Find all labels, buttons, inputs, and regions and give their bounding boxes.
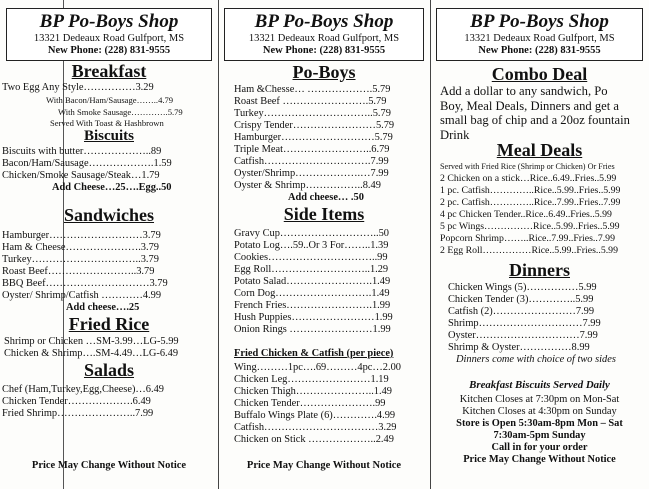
- price-notice: Price May Change Without Notice: [246, 460, 402, 471]
- shop-header: [6, 8, 212, 61]
- menu-note: Add cheese… .50: [288, 192, 364, 203]
- price-notice: Price May Change Without Notice: [463, 454, 616, 465]
- shop-address: 13321 Dedeaux Road Gulfport, MS: [464, 33, 615, 44]
- fried-rice-title: Fried Rice: [68, 314, 150, 334]
- menu-item: Shrimp or Chicken …SM-3.99…LG-5.99: [4, 336, 179, 347]
- menu-item: Ham & Cheese………………….3.79: [2, 242, 159, 253]
- menu-item: Chicken on Stick ………………..2.49: [234, 434, 394, 445]
- price-notice: Price May Change Without Notice: [31, 460, 187, 471]
- menu-item: With Smoke Sausage………….5.79: [58, 107, 183, 117]
- menu-item: Roast Beef……………………..3.79: [2, 266, 155, 277]
- menu-note: Add Cheese…25….Egg..50: [52, 182, 172, 193]
- menu-item: Chicken Tender……………….6.49: [2, 396, 151, 407]
- menu-item: Hamburger………………………3.79: [2, 230, 161, 241]
- menu-item: Potato Salad…………………….1.49: [234, 276, 391, 287]
- menu-item: Chicken & Shrimp….SM-4.49…LG-6.49: [4, 348, 179, 359]
- menu-item: Oyster/Shrimp……………….…7.99: [234, 168, 389, 179]
- shop-name: BP Po-Boys Shop: [39, 11, 179, 32]
- menu-item: 4 pc Chicken Tender..Rice..6.49..Fries..5.99: [440, 209, 612, 220]
- menu-item: Potato Log….59..Or 3 For……..1.39: [234, 240, 389, 251]
- menu-item: Chicken Thigh…………………..1.49: [234, 386, 392, 397]
- menu-item: Crispy Tender……………………5.79: [234, 120, 395, 131]
- menu-item: Chicken Leg……………………1.19: [234, 374, 389, 385]
- menu-item: Triple Meat……………………..6.79: [234, 144, 390, 155]
- menu-item: Onion Rings ……………………1.99: [234, 324, 391, 335]
- menu-item: Roast Beef …………………….5.79: [234, 96, 387, 107]
- meal-deals-title: Meal Deals: [496, 140, 583, 160]
- menu-item: 2 pc. Catfish…………..Rice..7.99..Fries..7.99: [440, 197, 621, 208]
- menu-item: Buffalo Wings Plate (6)………….4.99: [234, 410, 396, 421]
- menu-item: Biscuits with butter………………..89: [2, 146, 162, 157]
- menu-item: Corn Dog……………………….1.49: [234, 288, 390, 299]
- menu-item: Chicken Tender (3)…………..5.99: [448, 294, 594, 305]
- hours-line: Kitchen Closes at 4:30pm on Sunday: [462, 406, 617, 417]
- hours-line: Store is Open 5:30am-8pm Mon – Sat: [456, 418, 623, 429]
- menu-panel-middle: [218, 0, 431, 489]
- poboys-title: Po-Boys: [292, 62, 356, 82]
- combo-title: Combo Deal: [491, 64, 588, 84]
- menu-note: Served With Toast & Hashbrown: [50, 118, 164, 128]
- menu-item: French Fries…………………….1.99: [234, 300, 391, 311]
- shop-name: BP Po-Boys Shop: [470, 11, 609, 32]
- menu-panel-left: [0, 0, 219, 489]
- menu-item: Oyster/ Shrimp/Catfish …………4.99: [2, 290, 162, 301]
- combo-description: Add a dollar to any sandwich, Po Boy, Meal Deals, Dinners and get a small bag of chip and a 20oz fountain Drink: [440, 84, 630, 142]
- menu-item: Chicken/Smoke Sausage/Steak…1.79: [2, 170, 160, 181]
- menu-item: 1 pc. Catfish…………..Rice..5.99..Fries..5.99: [440, 185, 621, 196]
- menu-item: Hush Puppies……………………1.99: [234, 312, 393, 323]
- hours-line: 7:30am-5pm Sunday: [493, 430, 586, 441]
- shop-name: BP Po-Boys Shop: [254, 11, 394, 32]
- menu-item: 5 pc Wings……………Rice..5.99..Fries..5.99: [440, 221, 620, 232]
- menu-item: Gravy Cup………………………..50: [234, 228, 389, 239]
- menu-item: Popcorn Shrimp……..Rice..7.99..Fries..7.99: [440, 233, 615, 244]
- shop-address: 13321 Dedeaux Road Gulfport, MS: [248, 33, 400, 44]
- shop-phone: New Phone: (228) 831-9555: [478, 45, 601, 56]
- menu-item: Catfish (2)……………………7.99: [448, 306, 595, 317]
- hours-title: Breakfast Biscuits Served Daily: [469, 379, 610, 391]
- menu-item: Chicken Tender………………….99: [234, 398, 386, 409]
- menu-panel-right: [430, 0, 649, 489]
- menu-note: Add cheese….25: [66, 302, 140, 313]
- menu-item: Cookies…………………………..99: [234, 252, 388, 263]
- menu-item: Wing………1pc….69………4pc…2.00: [234, 362, 401, 373]
- shop-header: [224, 8, 424, 61]
- menu-item: Catfish……………………………3.29: [234, 422, 397, 433]
- menu-item: Bacon/Ham/Sausage……………….1.59: [2, 158, 172, 169]
- hours-line: Kitchen Closes at 7:30pm on Mon-Sat: [459, 394, 620, 405]
- menu-item: Shrimp…………………………7.99: [448, 318, 601, 329]
- menu-item: Turkey…………………………..5.79: [234, 108, 391, 119]
- menu-item: Chicken Wings (5)……………5.99: [448, 282, 597, 293]
- menu-item: Turkey…………………………..3.79: [2, 254, 159, 265]
- menu-item: Fried Shrimp…………………..7.99: [2, 408, 154, 419]
- menu-item: Shrimp & Oyster……………8.99: [448, 342, 590, 353]
- breakfast-title: Breakfast: [71, 61, 147, 81]
- dinners-title: Dinners: [508, 260, 570, 280]
- sandwiches-title: Sandwiches: [63, 205, 155, 225]
- shop-address: 13321 Dedeaux Road Gulfport, MS: [33, 33, 185, 44]
- side-items-title: Side Items: [283, 204, 365, 224]
- menu-item: With Bacon/Ham/Sausage……..4.79: [46, 95, 174, 105]
- shop-phone: New Phone: (228) 831-9555: [47, 45, 171, 56]
- menu-item: Oyster…………………………7.99: [448, 330, 598, 341]
- shop-header: [436, 8, 643, 61]
- biscuits-title: Biscuits: [83, 128, 134, 144]
- menu-item: 2 Egg Roll……………Rice..5.99..Fries..5.99: [440, 245, 618, 256]
- meal-deals-subtitle: Served with Fried Rice (Shrimp or Chicken) Or Fries: [440, 162, 615, 171]
- menu-item: BBQ Beef…………………………3.79: [2, 278, 168, 289]
- shop-phone: New Phone: (228) 831-9555: [262, 45, 386, 56]
- menu-item: 2 Chicken on a stick…Rice..6.49..Fries..5.99: [440, 173, 617, 184]
- fried-chicken-title: Fried Chicken & Catfish (per piece): [234, 348, 394, 359]
- menu-item: Two Egg Any Style……………3.29: [2, 82, 154, 93]
- menu-item: Catfish………………………….7.99: [234, 156, 389, 167]
- menu-item: Egg Roll………………………..1.29: [234, 264, 389, 275]
- menu-item: Hamburger………………………5.79: [234, 132, 393, 143]
- dinners-note: Dinners come with choice of two sides: [456, 354, 616, 365]
- menu-item: Chef (Ham,Turkey,Egg,Cheese)…6.49: [2, 384, 164, 395]
- hours-line: Call in for your order: [491, 442, 588, 453]
- menu-item: Ham &Chesse… ……………….5.79: [234, 84, 391, 95]
- salads-title: Salads: [83, 360, 135, 380]
- menu-item: Oyster & Shrimp……………..8.49: [234, 180, 381, 191]
